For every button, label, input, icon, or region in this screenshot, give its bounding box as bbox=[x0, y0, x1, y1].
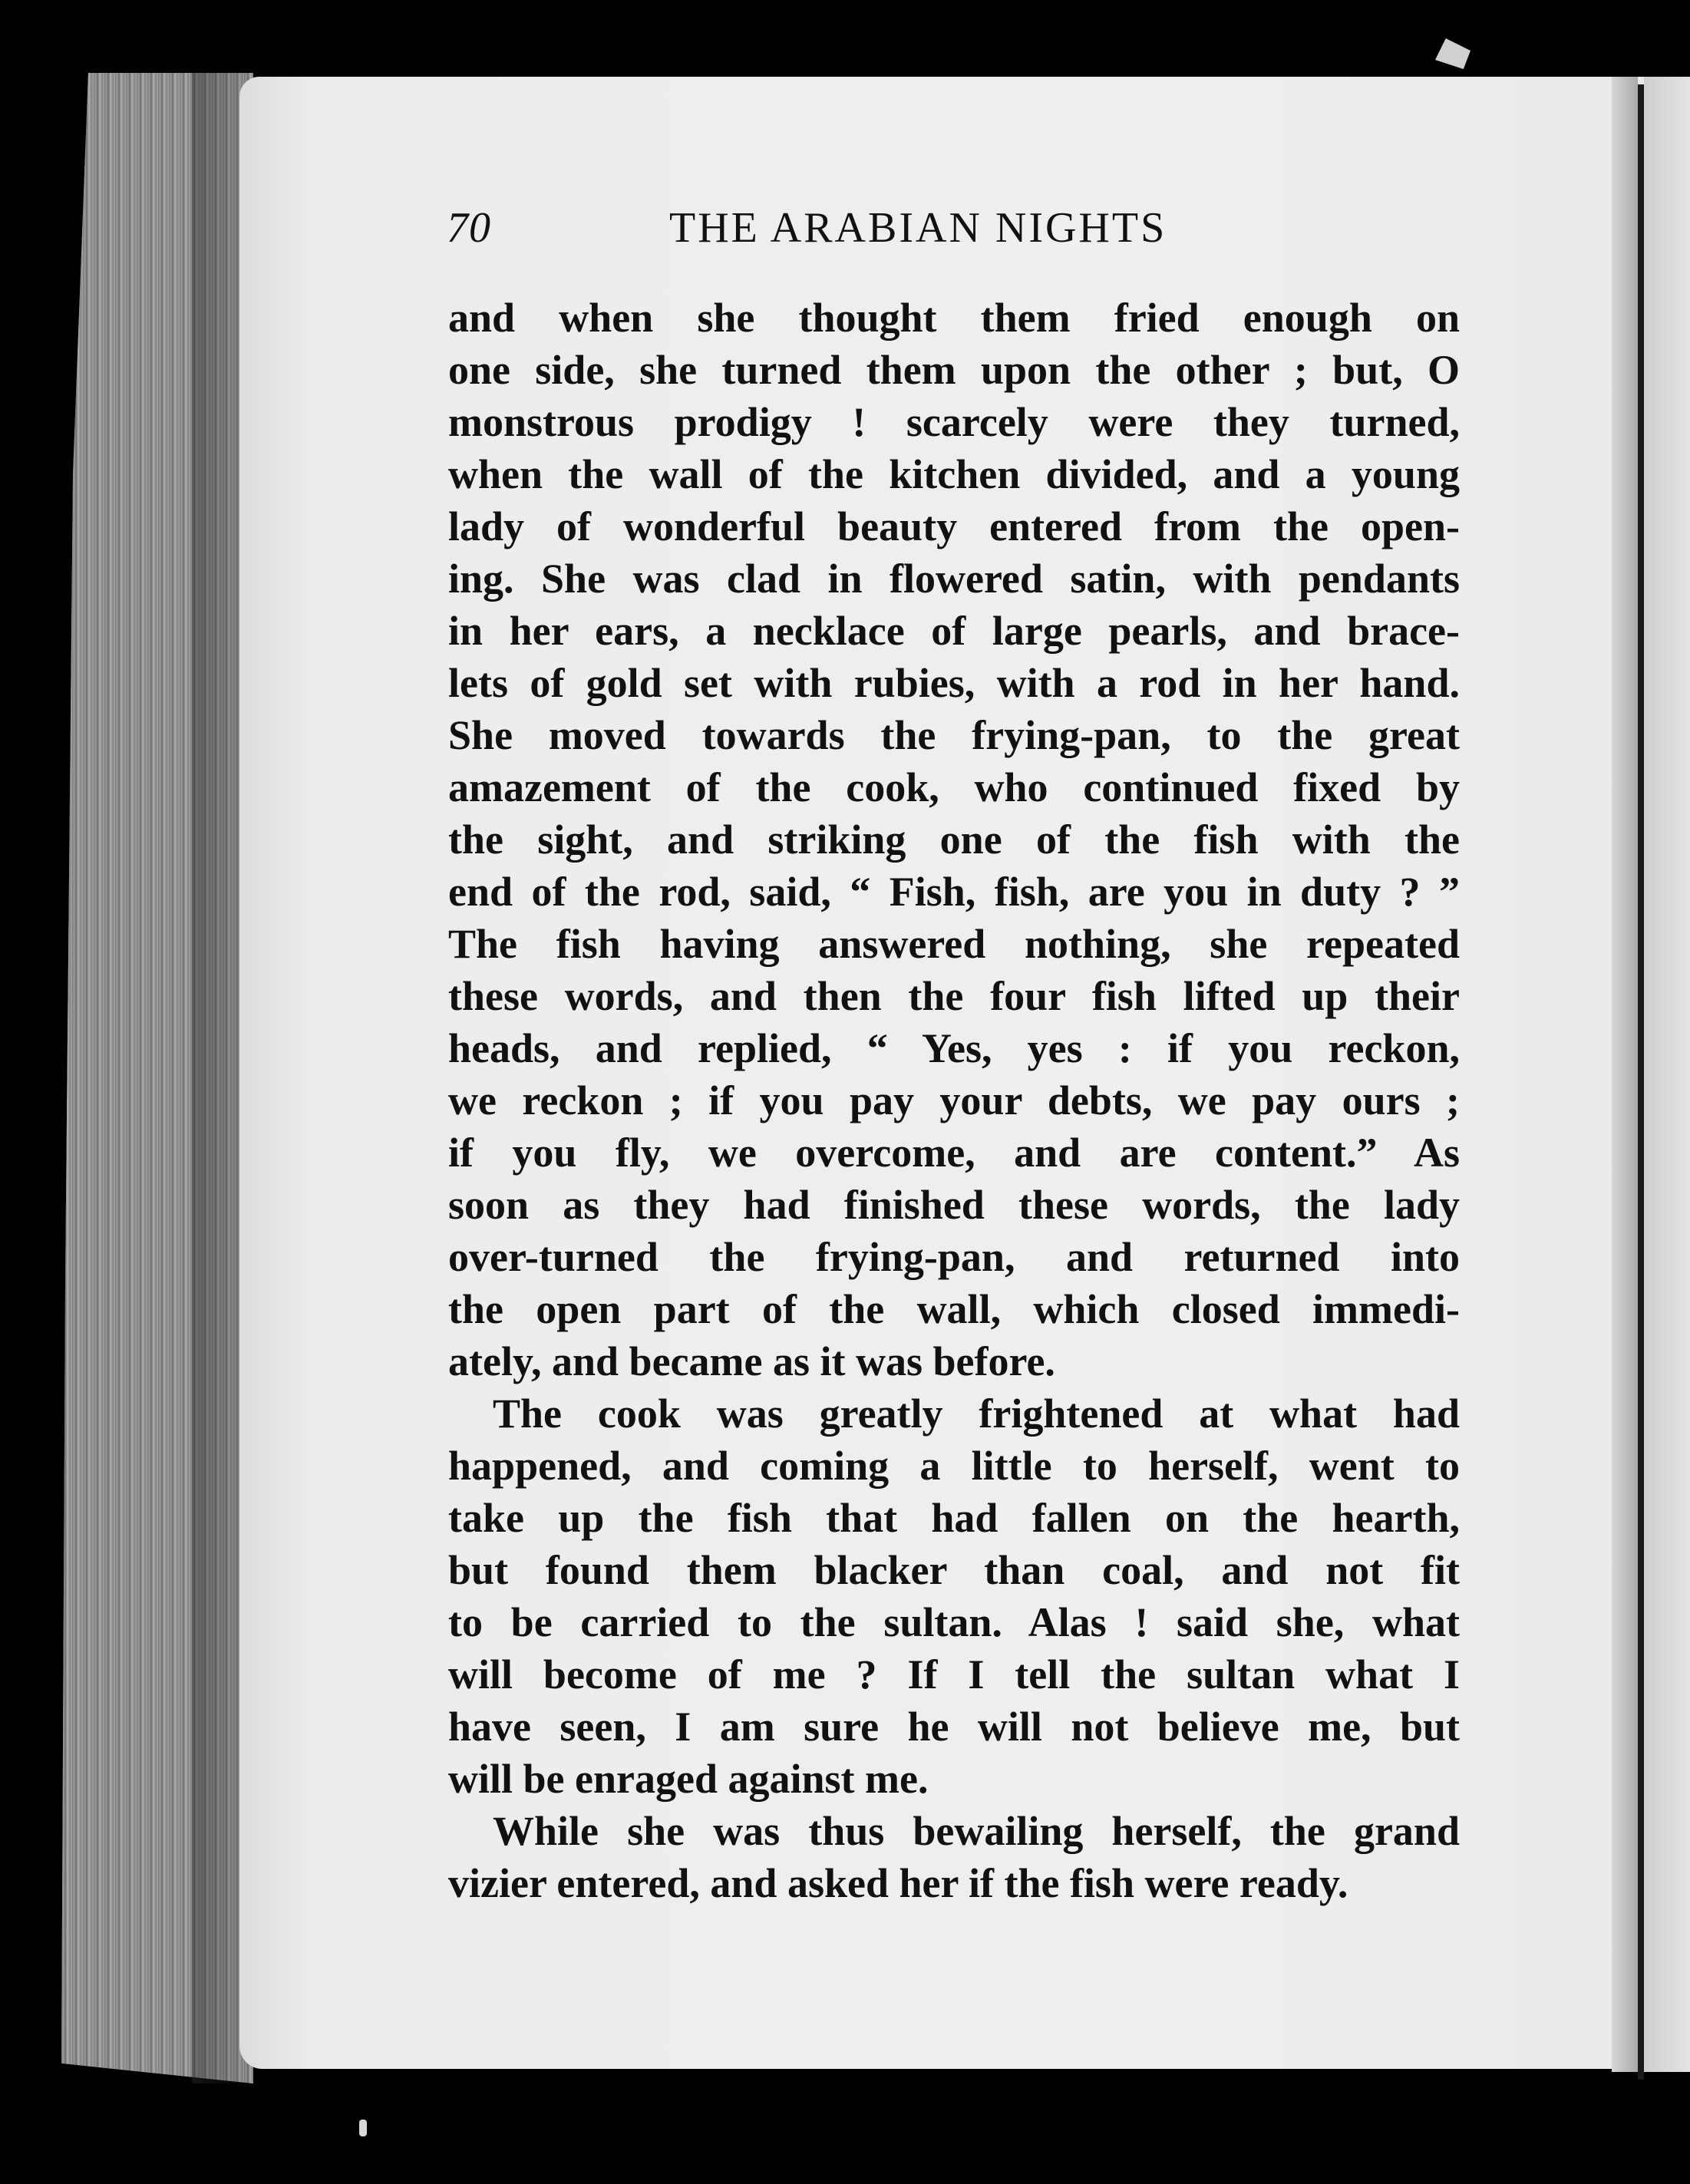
text-line: if you fly, we overcome, and are content.” As bbox=[448, 1130, 1460, 1176]
paragraph bbox=[448, 1805, 1460, 1909]
text-line: While she was thus bewailing herself, the grand bbox=[493, 1808, 1460, 1854]
text-line: heads, and replied, “ Yes, yes : if you reckon, bbox=[448, 1025, 1460, 1071]
paragraph bbox=[448, 292, 1460, 1387]
text-line: She moved towards the frying-pan, to the great bbox=[448, 712, 1460, 758]
text-line: amazement of the cook, who continued fixed by bbox=[448, 764, 1460, 810]
text-line: will become of me ? If I tell the sultan what I bbox=[448, 1651, 1460, 1697]
page-header bbox=[447, 203, 1458, 265]
text-line: we reckon ; if you pay your debts, we pay ours ; bbox=[448, 1077, 1460, 1123]
text-line: will be enraged against me. bbox=[448, 1756, 929, 1802]
text-line: the sight, and striking one of the fish with the bbox=[448, 817, 1460, 863]
text-line: take up the fish that had fallen on the hearth, bbox=[448, 1495, 1460, 1541]
page-number: 70 bbox=[447, 204, 491, 252]
text-line: happened, and coming a little to herself, went to bbox=[448, 1443, 1460, 1489]
text-line: ing. She was clad in flowered satin, with pendants bbox=[448, 556, 1460, 602]
body-text bbox=[448, 292, 1460, 1909]
facing-page-edge bbox=[1644, 77, 1690, 2072]
corner-mark bbox=[1435, 38, 1470, 69]
running-title: THE ARABIAN NIGHTS bbox=[669, 204, 1167, 252]
text-line: over-turned the frying-pan, and returned into bbox=[448, 1234, 1460, 1280]
text-line: when the wall of the kitchen divided, and a young bbox=[448, 451, 1460, 497]
text-line: monstrous prodigy ! scarcely were they turned, bbox=[448, 399, 1460, 445]
text-line: in her ears, a necklace of large pearls, and brace- bbox=[448, 608, 1460, 654]
text-line: vizier entered, and asked her if the fish were ready. bbox=[448, 1860, 1348, 1906]
text-line: have seen, I am sure he will not believe me, but bbox=[448, 1704, 1460, 1750]
text-line: The fish having answered nothing, she repeated bbox=[448, 921, 1460, 967]
paragraph bbox=[448, 1387, 1460, 1805]
text-line: end of the rod, said, “ Fish, fish, are you in duty ? ” bbox=[448, 869, 1460, 915]
text-line: lady of wonderful beauty entered from the open- bbox=[448, 503, 1460, 549]
text-line: The cook was greatly frightened at what had bbox=[493, 1391, 1460, 1437]
text-line: ately, and became as it was before. bbox=[448, 1338, 1055, 1384]
text-line: the open part of the wall, which closed immedi- bbox=[448, 1286, 1460, 1332]
gutter-line bbox=[1638, 84, 1644, 2080]
text-line: and when she thought them fried enough on bbox=[448, 295, 1460, 341]
text-line: one side, she turned them upon the other ; but, O bbox=[448, 347, 1460, 393]
text-line: lets of gold set with rubies, with a rod in her hand. bbox=[448, 660, 1460, 706]
text-line: these words, and then the four fish lifted up their bbox=[448, 973, 1460, 1019]
text-line: soon as they had finished these words, the lady bbox=[448, 1182, 1460, 1228]
spine-gap bbox=[1612, 77, 1638, 2072]
speck bbox=[359, 2120, 367, 2136]
text-line: but found them blacker than coal, and not fit bbox=[448, 1547, 1460, 1593]
text-line: to be carried to the sultan. Alas ! said she, what bbox=[448, 1599, 1460, 1645]
